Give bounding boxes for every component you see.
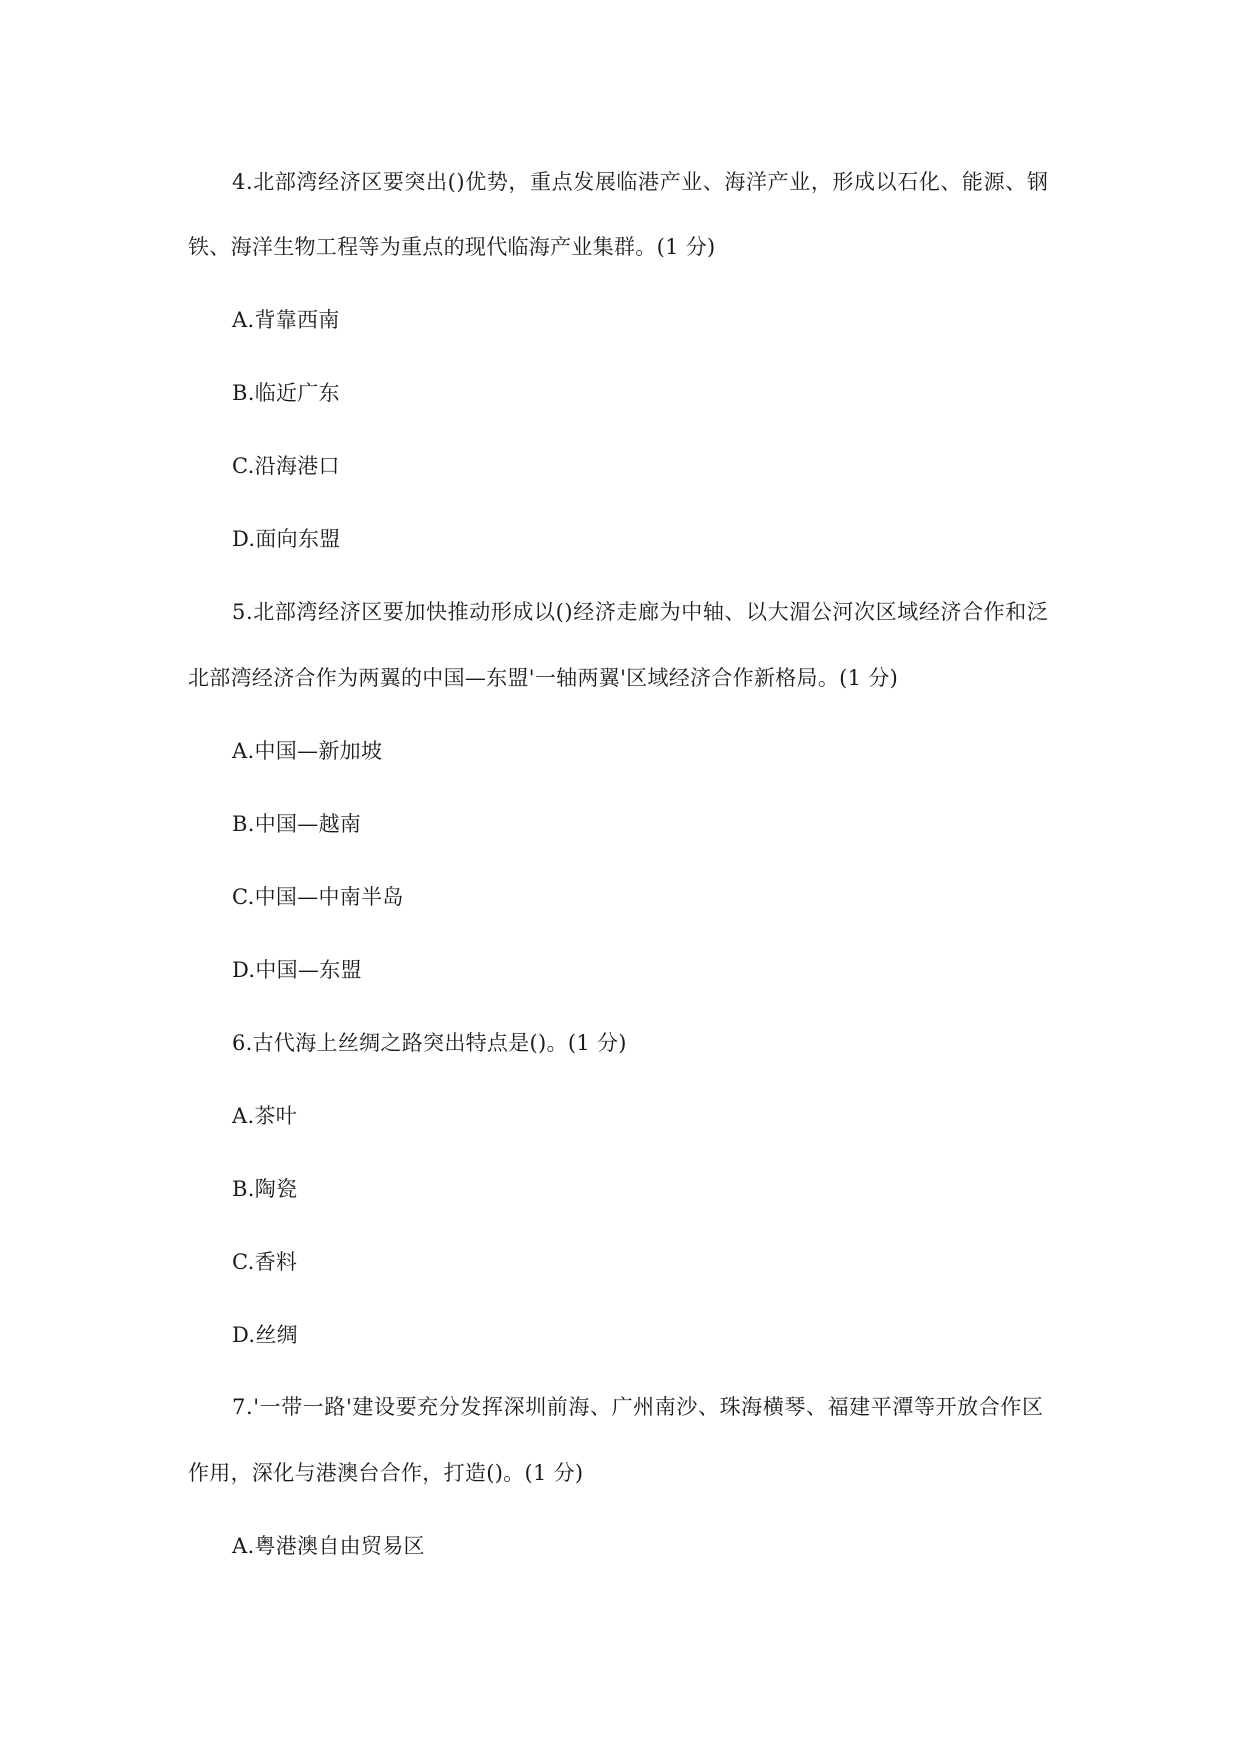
question-4-option-b: B.临近广东 <box>232 381 340 405</box>
question-6-line-1: 6.古代海上丝绸之路突出特点是()。(1 分) <box>232 1031 627 1055</box>
question-5-option-b: B.中国—越南 <box>232 812 362 836</box>
question-7-option-a: A.粤港澳自由贸易区 <box>232 1534 425 1558</box>
question-6-option-d: D.丝绸 <box>232 1323 298 1347</box>
question-5-option-d: D.中国—东盟 <box>232 958 362 982</box>
question-5-option-c: C.中国—中南半岛 <box>232 885 404 909</box>
question-4-line-1: 4.北部湾经济区要突出()优势，重点发展临港产业、海洋产业，形成以石化、能源、钢 <box>232 170 1049 194</box>
question-5-line-1: 5.北部湾经济区要加快推动形成以()经济走廊为中轴、以大湄公河次区域经济合作和泛 <box>232 600 1049 624</box>
question-5-line-2: 北部湾经济合作为两翼的中国—东盟'一轴两翼'区域经济合作新格局。(1 分) <box>188 666 899 690</box>
question-4-option-c: C.沿海港口 <box>232 454 340 478</box>
question-6-option-c: C.香料 <box>232 1250 298 1274</box>
question-5-option-a: A.中国—新加坡 <box>232 739 383 763</box>
question-6-option-b: B.陶瓷 <box>232 1177 298 1201</box>
question-7-line-1: 7.'一带一路'建设要充分发挥深圳前海、广州南沙、珠海横琴、福建平潭等开放合作区 <box>232 1395 1044 1419</box>
question-4-line-2: 铁、海洋生物工程等为重点的现代临海产业集群。(1 分) <box>188 235 716 259</box>
question-7-line-2: 作用，深化与港澳台合作，打造()。(1 分) <box>188 1461 584 1485</box>
question-6-option-a: A.茶叶 <box>232 1104 298 1128</box>
question-4-option-d: D.面向东盟 <box>232 527 341 551</box>
question-4-option-a: A.背靠西南 <box>232 308 340 332</box>
